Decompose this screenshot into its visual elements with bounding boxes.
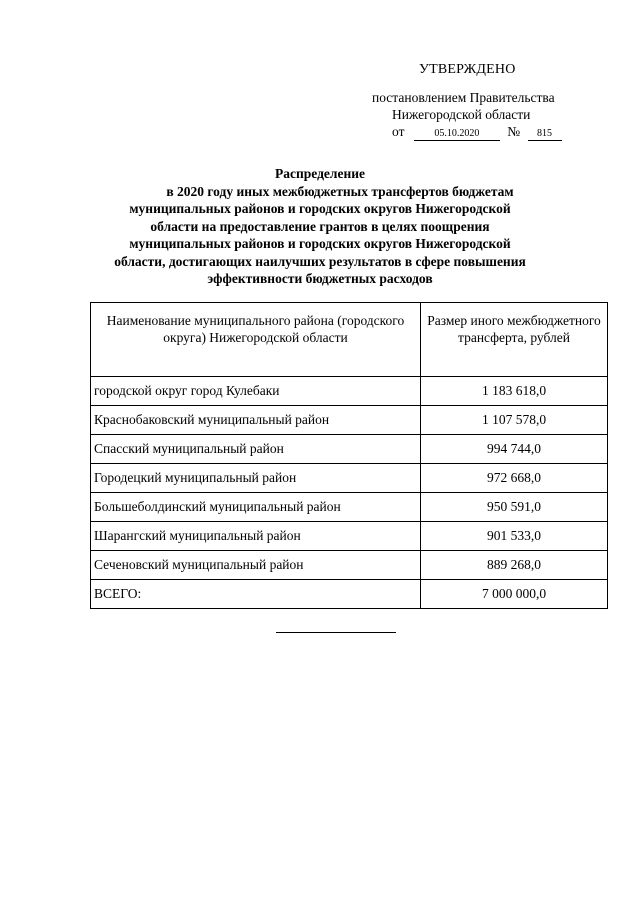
approval-line-region: Нижегородской области (392, 107, 531, 122)
approval-title: УТВЕРЖДЕНО (419, 62, 516, 77)
table-header-row (91, 303, 608, 377)
table-row (91, 551, 608, 580)
row-amount: 1 107 578,0 (421, 406, 608, 435)
document-title-line: Распределение (274, 166, 366, 181)
row-amount: 950 591,0 (421, 493, 608, 522)
approval-line-resolution: постановлением Правительства (372, 90, 555, 105)
row-name: Городецкий муниципальный район (91, 464, 421, 493)
column-header-amount: Размер иного межбюджетного трансферта, рублей (421, 303, 608, 377)
table-total-row (91, 580, 608, 609)
total-amount: 7 000 000,0 (421, 580, 608, 609)
approval-number-sign: № (507, 124, 521, 139)
approval-date-number (392, 124, 562, 141)
row-amount: 889 268,0 (421, 551, 608, 580)
table-row (91, 377, 608, 406)
table-row (91, 493, 608, 522)
row-amount: 972 668,0 (421, 464, 608, 493)
document-title (100, 165, 540, 288)
distribution-table (90, 302, 608, 609)
approval-from-label: от (392, 124, 405, 139)
row-name: Спасский муниципальный район (91, 435, 421, 464)
row-name: Большеболдинский муниципальный район (91, 493, 421, 522)
row-name: городской округ город Кулебаки (91, 377, 421, 406)
end-of-document-rule (276, 632, 396, 633)
table-row (91, 522, 608, 551)
row-amount: 1 183 618,0 (421, 377, 608, 406)
total-label: ВСЕГО: (91, 580, 421, 609)
document-title-line: области, достигающих наилучших результатов в сфере повышения (114, 253, 526, 269)
approval-date: 05.10.2020 (414, 127, 500, 141)
document-title-line: области на предоставление грантов в целях поощрения (150, 218, 490, 234)
row-name: Сеченовский муниципальный район (91, 551, 421, 580)
table-row (91, 435, 608, 464)
table-row (91, 406, 608, 435)
row-name: Шарангский муниципальный район (91, 522, 421, 551)
document-title-line: муниципальных районов и городских округов Нижегородской (129, 236, 511, 251)
row-name: Краснобаковский муниципальный район (91, 406, 421, 435)
document-title-line: муниципальных районов и городских округов Нижегородской (129, 201, 511, 216)
document-title-line: в 2020 году иных межбюджетных трансфертов бюджетам (166, 183, 514, 199)
document-title-line: эффективности бюджетных расходов (207, 271, 433, 286)
approval-number: 815 (528, 127, 562, 141)
row-amount: 994 744,0 (421, 435, 608, 464)
row-amount: 901 533,0 (421, 522, 608, 551)
table-row (91, 464, 608, 493)
column-header-name: Наименование муниципального района (городского округа) Нижегородской области (91, 303, 421, 377)
